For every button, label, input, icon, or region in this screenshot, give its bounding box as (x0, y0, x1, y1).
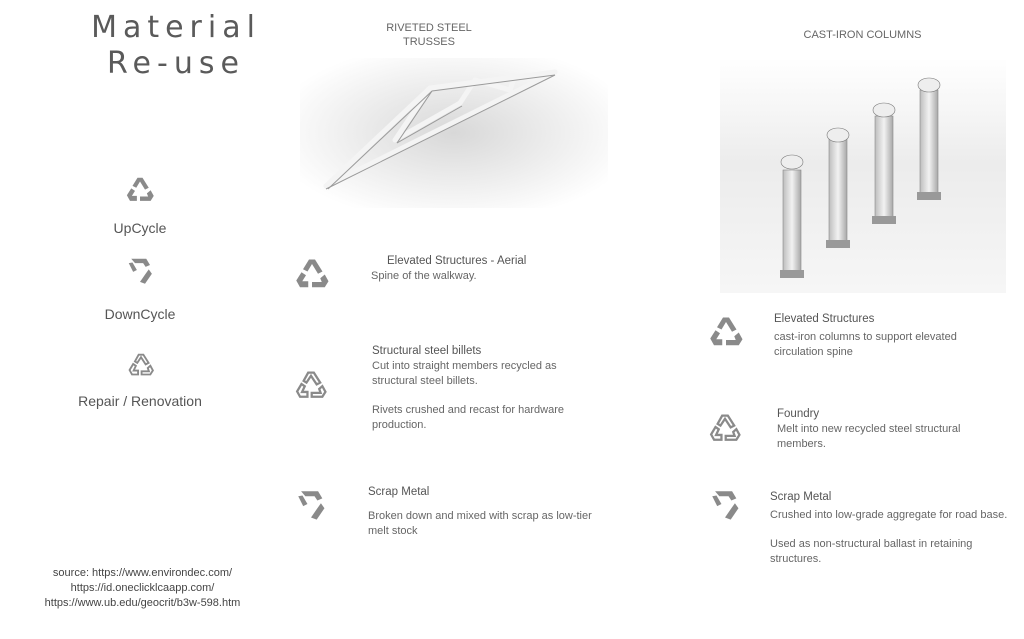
columns-entry-3-text: Crushed into low-grade aggregate for road base. (770, 509, 1008, 521)
columns-entry-1-text: cast-iron columns to support elevated circulation spine (774, 331, 957, 358)
truss-image (300, 58, 608, 208)
truss-heading (354, 21, 504, 49)
columns-upcycle-icon (708, 313, 744, 349)
truss-entry-3-heading: Scrap Metal (368, 486, 430, 498)
truss-heading-line-1: RIVETED STEEL (386, 22, 472, 34)
columns-entry-3-heading: Scrap Metal (770, 491, 832, 503)
truss-entry-2-heading: Structural steel billets (372, 345, 482, 357)
source-line-1: source: https://www.environdec.com/ (52, 567, 233, 579)
title-line-1: Material (91, 10, 261, 45)
legend-upcycle-label: UpCycle (113, 220, 167, 236)
columns-entry-1-heading: Elevated Structures (774, 313, 875, 325)
columns-entry-foundry (777, 407, 1012, 452)
columns-image (720, 58, 1006, 293)
truss-entry-scrap (368, 485, 598, 539)
source-line-2: https://id.oneclicklcaapp.com/ (70, 582, 215, 594)
truss-entry-3-text: Broken down and mixed with scrap as low-tier melt stock (368, 510, 592, 537)
truss-downcycle-icon (294, 487, 330, 523)
legend-downcycle-label: DownCycle (104, 306, 176, 322)
columns-downcycle-icon (708, 487, 744, 523)
truss-heading-line-2: TRUSSES (403, 36, 455, 48)
truss-entry-2-text-2: Rivets crushed and recast for hardware production. (372, 404, 564, 431)
columns-entry-2-heading: Foundry (777, 408, 820, 420)
truss-upcycle-icon (294, 255, 330, 291)
recycle-repair-icon (127, 350, 157, 380)
title-line-2: Re-use (107, 46, 245, 81)
truss-entry-elevated (371, 254, 591, 284)
columns-entry-2-text: Melt into new recycled steel structural members. (777, 423, 961, 450)
columns-entry-3-text-2: Used as non-structural ballast in retaining structures. (770, 538, 973, 565)
recycle-down-icon (125, 255, 155, 285)
source-citation (0, 566, 285, 611)
legend-repair-label: Repair / Renovation (78, 393, 202, 409)
truss-entry-2-text: Cut into straight members recycled as structural steel billets. (372, 360, 557, 387)
truss-entry-1-text: Spine of the walkway. (371, 270, 477, 282)
columns-entry-scrap (770, 490, 1010, 567)
source-line-3: https://www.ub.edu/geocrit/b3w-598.htm (44, 597, 241, 609)
truss-repair-icon (294, 367, 330, 403)
truss-entry-1-heading: Elevated Structures - Aerial (387, 255, 527, 267)
columns-heading: CAST-IRON COLUMNS (803, 29, 922, 41)
columns-entry-elevated (774, 312, 974, 360)
truss-entry-billets (372, 344, 602, 433)
recycle-up-icon (125, 174, 155, 204)
columns-repair-icon (708, 410, 744, 446)
